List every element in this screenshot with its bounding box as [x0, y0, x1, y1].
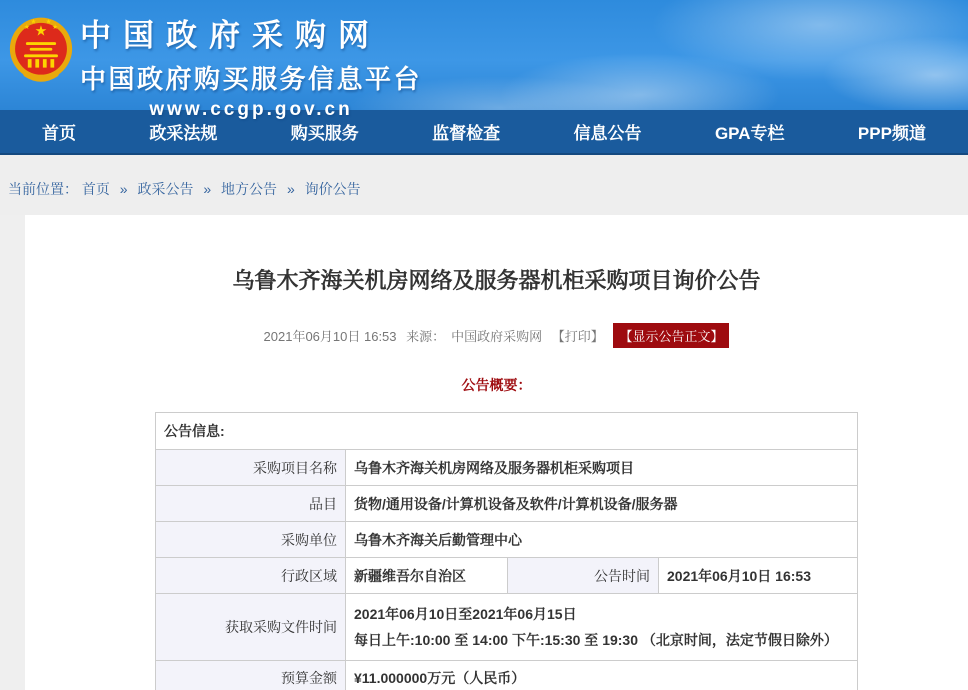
breadcrumb-separator: » — [203, 181, 212, 197]
breadcrumb-item-inquiry-announcements[interactable]: 询价公告 — [304, 181, 361, 197]
row-label-announce-time: 公告时间 — [508, 558, 659, 594]
row-value-category: 货物/通用设备/计算机设备及软件/计算机设备/服务器 — [346, 486, 858, 522]
publish-datetime: 2021年06月10日 16:53 — [263, 329, 397, 344]
source-name: 中国政府采购网 — [451, 329, 543, 344]
table-row — [156, 450, 858, 486]
svg-text:★: ★ — [52, 23, 59, 31]
nav-item-gpa[interactable]: GPA专栏 — [714, 124, 785, 143]
nav-item-announcements[interactable]: 信息公告 — [573, 124, 642, 143]
page-title: 乌鲁木齐海关机房网络及服务器机柜采购项目询价公告 — [232, 268, 761, 293]
svg-text:★: ★ — [34, 22, 48, 39]
svg-text:★: ★ — [45, 18, 52, 26]
document-time-hours: 每日上午:10:00 至 14:00 下午:15:30 至 19:30 （北京时间，法定节假日除外） — [354, 632, 838, 648]
table-row — [156, 486, 858, 522]
table-row — [156, 522, 858, 558]
row-value-purchaser: 乌鲁木齐海关后勤管理中心 — [346, 522, 858, 558]
row-label-project-name: 采购项目名称 — [156, 450, 346, 486]
row-value-budget: ¥11.000000万元（人民币） — [346, 661, 858, 690]
site-subtitle: 中国政府购买服务信息平台 — [80, 64, 423, 94]
article-meta — [25, 323, 968, 345]
row-label-document-time: 获取采购文件时间 — [156, 594, 346, 661]
breadcrumb-separator: » — [286, 181, 295, 197]
breadcrumb-item-procurement-announcements[interactable]: 政采公告 — [137, 181, 194, 197]
document-time-dates: 2021年06月10日至2021年06月15日 — [354, 606, 577, 622]
svg-text:★: ★ — [30, 18, 37, 26]
summary-heading: 公告概要： — [461, 377, 532, 393]
row-label-budget: 预算金额 — [156, 661, 346, 690]
row-value-document-time — [346, 594, 858, 661]
breadcrumb-separator: » — [119, 181, 128, 197]
table-row — [156, 661, 858, 690]
nav-item-ppp[interactable]: PPP频道 — [857, 124, 926, 143]
row-label-category: 品目 — [156, 486, 346, 522]
breadcrumb-prefix: 当前位置： — [8, 181, 78, 197]
row-value-announce-time: 2021年06月10日 16:53 — [659, 558, 858, 594]
source-label: 来源： — [406, 329, 446, 344]
nav-item-purchase-services[interactable]: 购买服务 — [290, 124, 359, 143]
table-row — [156, 558, 858, 594]
print-button[interactable]: 【打印】 — [551, 329, 604, 344]
content-panel — [25, 215, 968, 690]
show-notice-button[interactable]: 【显示公告正文】 — [613, 323, 729, 348]
table-section-row — [156, 413, 858, 450]
nav-item-supervision[interactable]: 监督检查 — [432, 124, 501, 143]
row-label-region: 行政区域 — [156, 558, 346, 594]
table-section-title: 公告信息: — [156, 413, 858, 450]
nav-item-home[interactable]: 首页 — [42, 124, 76, 143]
row-value-project-name: 乌鲁木齐海关机房网络及服务器机柜采购项目 — [346, 450, 858, 486]
row-label-purchaser: 采购单位 — [156, 522, 346, 558]
site-url: www.ccgp.gov.cn — [149, 99, 353, 120]
breadcrumb-item-home[interactable]: 首页 — [81, 181, 110, 197]
national-emblem-icon — [8, 6, 74, 100]
nav-item-regulations[interactable]: 政采法规 — [149, 124, 218, 143]
breadcrumb — [0, 155, 968, 215]
svg-text:★: ★ — [23, 23, 30, 31]
table-row — [156, 594, 858, 661]
announcement-info-table — [155, 412, 858, 690]
site-title: 中国政府采购网 — [80, 18, 381, 53]
row-value-region: 新疆维吾尔自治区 — [346, 558, 508, 594]
breadcrumb-item-local-announcements[interactable]: 地方公告 — [221, 181, 278, 197]
site-header — [0, 0, 968, 120]
